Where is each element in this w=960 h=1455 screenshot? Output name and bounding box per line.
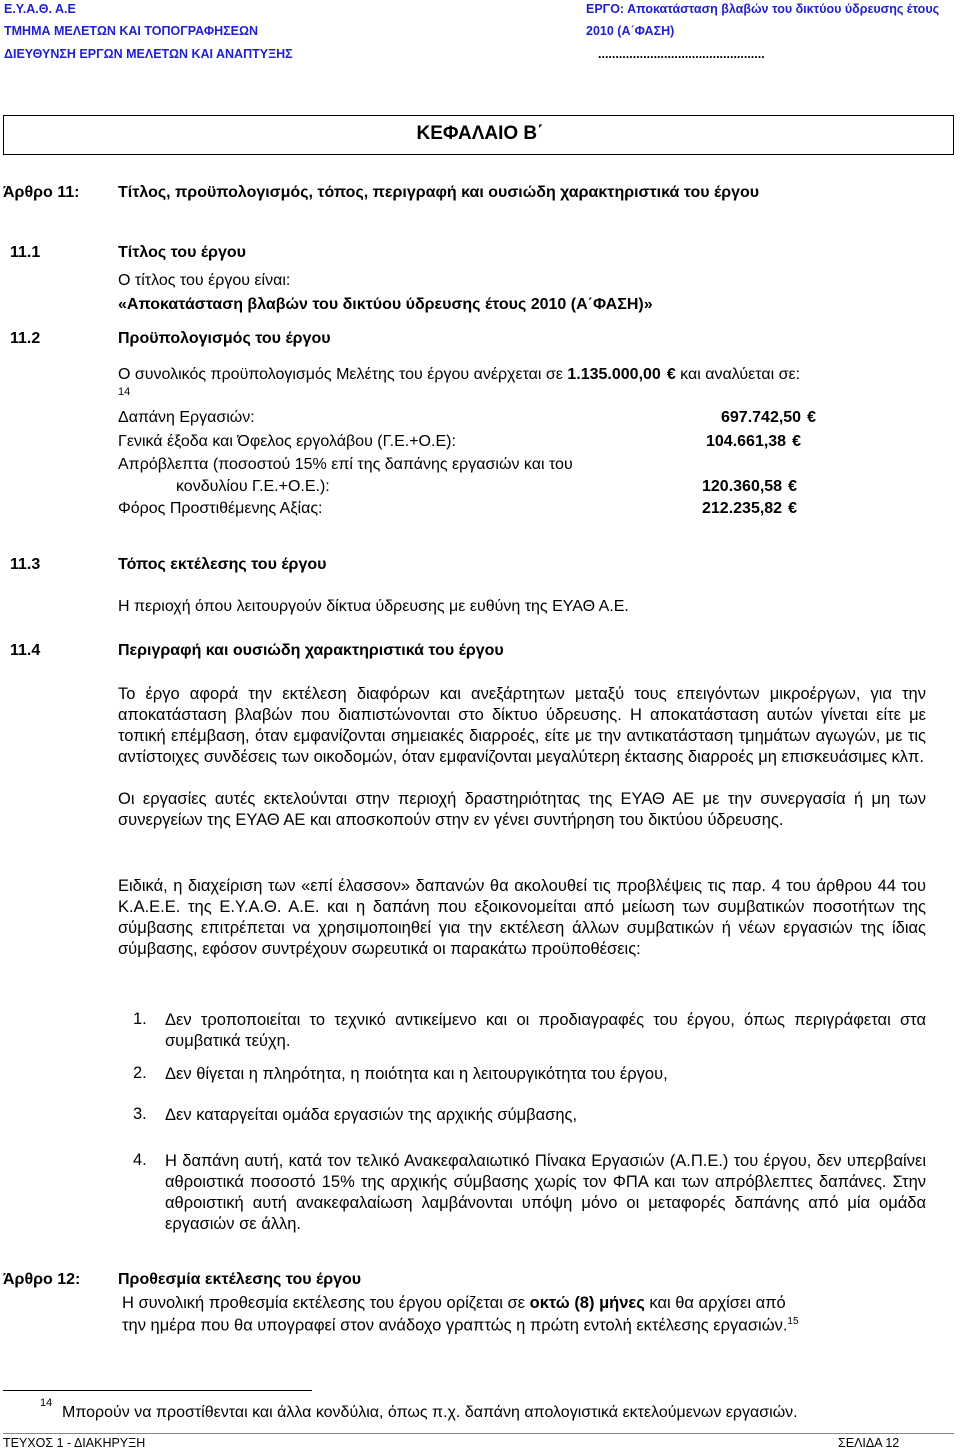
footer-left: ΤΕΥΧΟΣ 1 - ΔΙΑΚΗΡΥΞΗ xyxy=(3,1436,146,1450)
euro-icon: € xyxy=(792,433,801,450)
article12-text-prefix: Η συνολική προθεσμία εκτέλεσης του έργου ορίζεται σε xyxy=(122,1294,526,1312)
header-project-line1: ΕΡΓΟ: Αποκατάσταση βλαβών του δικτύου ύδρευσης έτους xyxy=(586,2,940,16)
s11-2-intro-amount: 1.135.000,00 xyxy=(567,366,661,383)
list-item-text: Δεν θίγεται η πληρότητα, η ποιότητα και η λειτουργικότητα του έργου, xyxy=(165,1065,668,1083)
list-item-num: 3. xyxy=(133,1105,147,1123)
budget-item-amount: 212.235,82 € xyxy=(702,500,797,517)
s11-2-title: Προϋπολογισμός του έργου xyxy=(118,330,331,347)
s11-2-intro-suffix: και αναλύεται σε: xyxy=(680,366,801,383)
s11-1-line1: Ο τίτλος του έργου είναι: xyxy=(118,272,291,289)
s11-2-footnote-ref: 14 xyxy=(118,386,131,398)
budget-item-label: Γενικά έξοδα και Όφελος εργολάβου (Γ.Ε.+Ο.Ε): xyxy=(118,433,456,450)
list-item-text: Δεν καταργείται ομάδα εργασιών της αρχικής σύμβασης, xyxy=(165,1106,578,1124)
budget-item-amount: 104.661,38 € xyxy=(706,433,801,450)
article12-title: Προθεσμία εκτέλεσης του έργου xyxy=(118,1271,362,1288)
article12-text-line1 xyxy=(122,1294,786,1313)
s11-4-para2: Οι εργασίες αυτές εκτελούνται στην περιοχή δραστηριότητας της ΕΥΑΘ ΑΕ με την συνεργασία ή μη των συνεργείων της ΕΥΑΘ ΑΕ και αποσκοπούν στην εν γένει συντήρηση του δικτύου ύδρευσης. xyxy=(118,790,926,829)
list-item-text: Δεν τροποποιείται το τεχνικό αντικείμενο και οι προδιαγραφές του έργου, όπως περιγράφεται στα συμβατικά τεύχη. xyxy=(165,1011,926,1050)
header-directorate: ΔΙΕΥΘΥΝΣΗ ΕΡΓΩΝ ΜΕΛΕΤΩΝ ΚΑΙ ΑΝΑΠΤΥΞΗΣ xyxy=(4,47,293,61)
footnote-separator xyxy=(3,1390,312,1391)
s11-1-title: Τίτλος του έργου xyxy=(118,244,246,261)
euro-icon: € xyxy=(788,500,797,517)
s11-4-num: 11.4 xyxy=(10,642,41,659)
s11-2-num: 11.2 xyxy=(10,330,41,347)
header-project-dots: ................................................ xyxy=(598,47,765,61)
budget-item-amount: 697.742,50 € xyxy=(721,409,816,426)
footnote-text: Μπορούν να προστίθενται και άλλα κονδύλια, όπως π.χ. δαπάνη απολογιστικά εκτελούμενων εργασιών. xyxy=(62,1404,798,1421)
article11-label: Άρθρο 11: xyxy=(3,184,80,201)
euro-icon: € xyxy=(788,478,797,495)
s11-4-para1: Το έργο αφορά την εκτέλεση διαφόρων και ανεξάρτητων μεταξύ τους επειγόντων μικροέργων, για την αποκατάσταση βλαβών που διαπιστώνονται στο δίκτυο ύδρευσης. Η αποκατάσταση αυτών γίνεται είτε με τοπική επέμβαση, όταν εμφανίζονται σημειακές διαρροές, είτε με την αντικατάσταση τμημάτων αγωγών, με τις αντίστοιχες συνδέσεις των οικοδομών, όταν εμφανίζονται μεγαλύτερη έκτασης διαρροές μη επισκευάσιμες κλπ. xyxy=(118,685,926,766)
s11-1-num: 11.1 xyxy=(10,244,41,261)
list-item-num: 2. xyxy=(133,1064,147,1082)
euro-icon: € xyxy=(666,366,676,383)
s11-3-title: Τόπος εκτέλεσης του έργου xyxy=(118,556,327,573)
header-department: ΤΜΗΜΑ ΜΕΛΕΤΩΝ ΚΑΙ ΤΟΠΟΓΡΑΦΗΣΕΩΝ xyxy=(4,24,259,38)
list-item-num: 4. xyxy=(133,1151,147,1169)
s11-2-intro xyxy=(118,366,800,384)
list-item-text: Η δαπάνη αυτή, κατά τον τελικό Ανακεφαλαιωτικό Πίνακα Εργασιών (Α.Π.Ε.) του έργου, δεν υπερβαίνει αθροιστικά ποσοστό 15% της αρχικής σύμβασης χωρίς τον ΦΠΑ και των απρόβλεπτες δαπάνες. Στην αθροιστική αυτή ανακεφαλαίωση λαμβάνονται υπόψη μόνο οι μεταφορές δαπάνης από μία ομάδα εργασιών σε άλλη. xyxy=(165,1152,926,1233)
chapter-title: ΚΕΦΑΛΑΙΟ Β΄ xyxy=(416,123,544,144)
s11-3-text: Η περιοχή όπου λειτουργούν δίκτυα ύδρευσης με ευθύνη της ΕΥΑΘ Α.Ε. xyxy=(118,598,629,615)
budget-item-amount: 120.360,58 € xyxy=(702,478,797,495)
article12-footnote-ref: 15 xyxy=(787,1316,799,1327)
footer-right: ΣΕΛΙΔΑ 12 xyxy=(838,1436,900,1450)
s11-4-para3: Ειδικά, η διαχείριση των «επί έλασσον» δαπανών θα ακολουθεί τις προβλέψεις τις παρ. 4 του άρθρου 44 του Κ.Α.Ε.Ε. της Ε.Υ.Α.Θ. Α.Ε. και η δαπάνη που εξοικονομείται από μείωση των συμβατικών ποσοτήτων της σύμβασης επιτρέπεται να χρησιμοποιηθεί για την εκτέλεση άλλων συμβατικών ή νέων εργασιών της ίδιας σύμβασης, εφόσον συντρέχουν σωρευτικά οι παρακάτω προϋποθέσεις: xyxy=(118,877,926,958)
article12-text-suffix: και θα αρχίσει από xyxy=(649,1294,786,1312)
footer-rule xyxy=(3,1433,954,1434)
article12-text-line2: την ημέρα που θα υπογραφεί στον ανάδοχο γραπτώς η πρώτη εντολή εκτέλεσης εργασιών.$^{15}$ xyxy=(122,1316,799,1335)
article12-label: Άρθρο 12: xyxy=(3,1271,81,1288)
euro-icon: € xyxy=(807,409,816,426)
s11-1-line2: «Αποκατάσταση βλαβών του δικτύου ύδρευσης έτους 2010 (Α΄ΦΑΣΗ)» xyxy=(118,296,653,313)
article11-title: Τίτλος, προϋπολογισμός, τόπος, περιγραφή και ουσιώδη χαρακτηριστικά του έργου xyxy=(118,184,760,201)
s11-4-title: Περιγραφή και ουσιώδη χαρακτηριστικά του έργου xyxy=(118,642,504,659)
budget-item-label: Δαπάνη Εργασιών: xyxy=(118,409,255,426)
s11-3-num: 11.3 xyxy=(10,556,41,573)
header-org-short: Ε.Υ.Α.Θ. Α.Ε xyxy=(4,2,76,16)
s11-2-intro-prefix: Ο συνολικός προϋπολογισμός Μελέτης του έργου ανέρχεται σε xyxy=(118,366,563,383)
budget-item-label: κονδυλίου Γ.Ε.+Ο.Ε.): xyxy=(176,478,330,495)
budget-item-label: Απρόβλεπτα (ποσοστού 15% επί της δαπάνης εργασιών και του xyxy=(118,456,573,473)
budget-item-label: Φόρος Προστιθέμενης Αξίας: xyxy=(118,500,323,517)
list-item-num: 1. xyxy=(133,1010,147,1028)
article12-text-bold: οκτώ (8) μήνες xyxy=(529,1294,645,1312)
header-project-line2: 2010 (Α΄ΦΑΣΗ) xyxy=(586,24,675,38)
footnote-num: 14 xyxy=(40,1397,53,1409)
